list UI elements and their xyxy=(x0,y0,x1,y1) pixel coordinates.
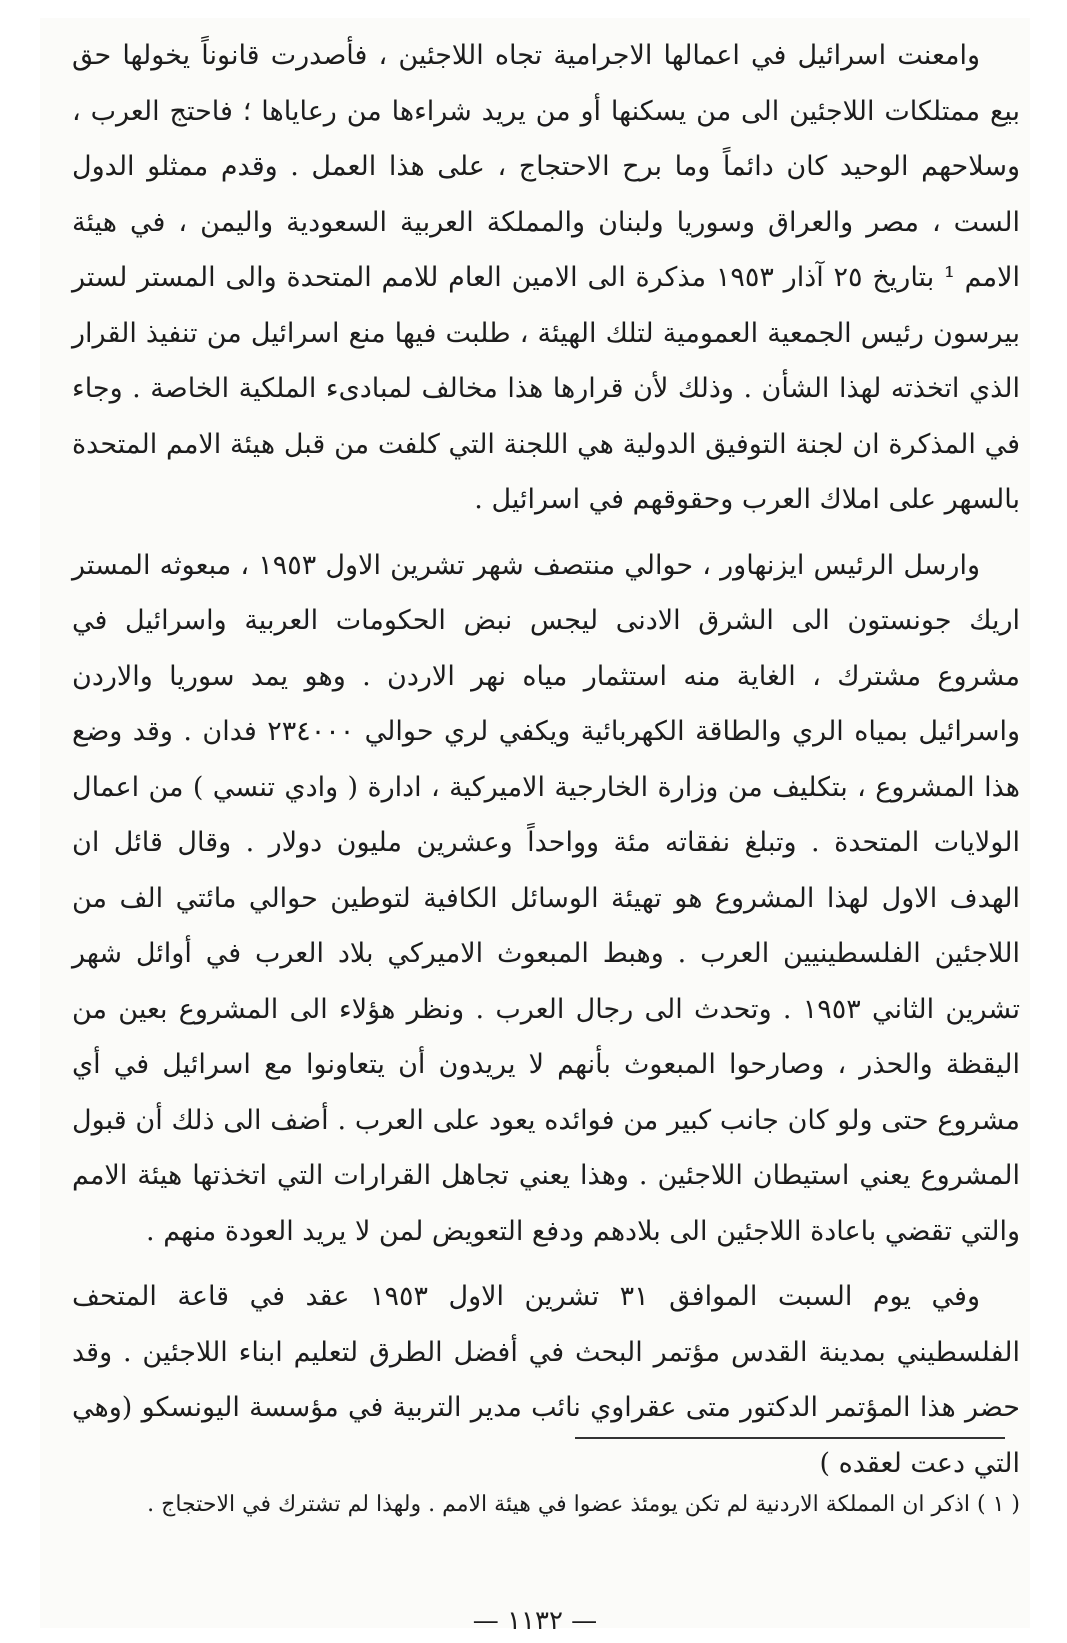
paragraph-1: وامعنت اسرائيل في اعمالها الاجرامية تجاه اللاجئين ، فأصدرت قانوناً يخولها حق بيع ممتلكات اللاجئين الى من يسكنها أو من يريد شراءها من رعاياها ؛ فاحتج العرب ، وسلاحهم الوحيد كان دائماً وما برح الاحتجاج ، على هذا العمل . وقدم ممثلو الدول الست ، مصر والعراق وسوريا ولبنان والمملكة العربية السعودية واليمن ، في هيئة الامم ¹ بتاريخ ٢٥ آذار ١٩٥٣ مذكرة الى الامين العام للامم المتحدة والى المستر لستر بيرسون رئيس الجمعية العمومية لتلك الهيئة ، طلبت فيها منع اسرائيل من تنفيذ القرار الذي اتخذته لهذا الشأن . وذلك لأن قرارها هذا مخالف لمبادىء الملكية الخاصة . وجاء في المذكرة ان لجنة التوفيق الدولية هي اللجنة التي كلفت من قبل هيئة الامم المتحدة بالسهر على املاك العرب وحقوقهم في اسرائيل . xyxy=(72,40,1020,515)
main-text xyxy=(72,28,1020,1491)
footnote: ( ١ ) اذكر ان المملكة الاردنية لم تكن يومئذ عضوا في هيئة الامم . ولهذا لم تشترك في الاحتجاج . xyxy=(147,1492,1020,1517)
paragraph-3: وفي يوم السبت الموافق ٣١ تشرين الاول ١٩٥٣ عقد في قاعة المتحف الفلسطيني بمدينة القدس مؤتمر البحث في أفضل الطرق لتعليم ابناء اللاجئين . وقد حضر هذا المؤتمر الدكتور متى عقراوي نائب مدير التربية في مؤسسة اليونسكو (وهي التي دعت لعقده ) xyxy=(72,1281,1020,1479)
footnote-divider xyxy=(575,1437,1005,1439)
page-number: — ١١٣٢ — xyxy=(472,1606,598,1636)
paragraph-2: وارسل الرئيس ايزنهاور ، حوالي منتصف شهر تشرين الاول ١٩٥٣ ، مبعوثه المستر اريك جونستون الى الشرق الادنى ليجس نبض الحكومات العربية واسرائيل في مشروع مشترك ، الغاية منه استثمار مياه نهر الاردن . وهو يمد سوريا والاردن واسرائيل بمياه الري والطاقة الكهربائية ويكفي لري حوالي ٢٣٤٠٠٠ فدان . وقد وضع هذا المشروع ، بتكليف من وزارة الخارجية الاميركية ، ادارة ( وادي تنسي ) من اعمال الولايات المتحدة . وتبلغ نفقاته مئة وواحداً وعشرين مليون دولار . وقال قائل ان الهدف الاول لهذا المشروع هو تهيئة الوسائل الكافية لتوطين حوالي مائتي الف من اللاجئين الفلسطينيين العرب . وهبط المبعوث الاميركي بلاد العرب في أوائل شهر تشرين الثاني ١٩٥٣ . وتحدث الى رجال العرب . ونظر هؤلاء الى المشروع بعين من اليقظة والحذر ، وصارحوا المبعوث بأنهم لا يريدون أن يتعاونوا مع اسرائيل في أي مشروع حتى ولو كان جانب كبير من فوائده يعود على العرب . أضف الى ذلك أن قبول المشروع يعني استيطان اللاجئين . وهذا يعني تجاهل القرارات التي اتخذتها هيئة الامم والتي تقضي باعادة اللاجئين الى بلادهم ودفع التعويض لمن لا يريد العودة منهم . xyxy=(72,549,1020,1247)
book-page xyxy=(40,18,1030,1636)
